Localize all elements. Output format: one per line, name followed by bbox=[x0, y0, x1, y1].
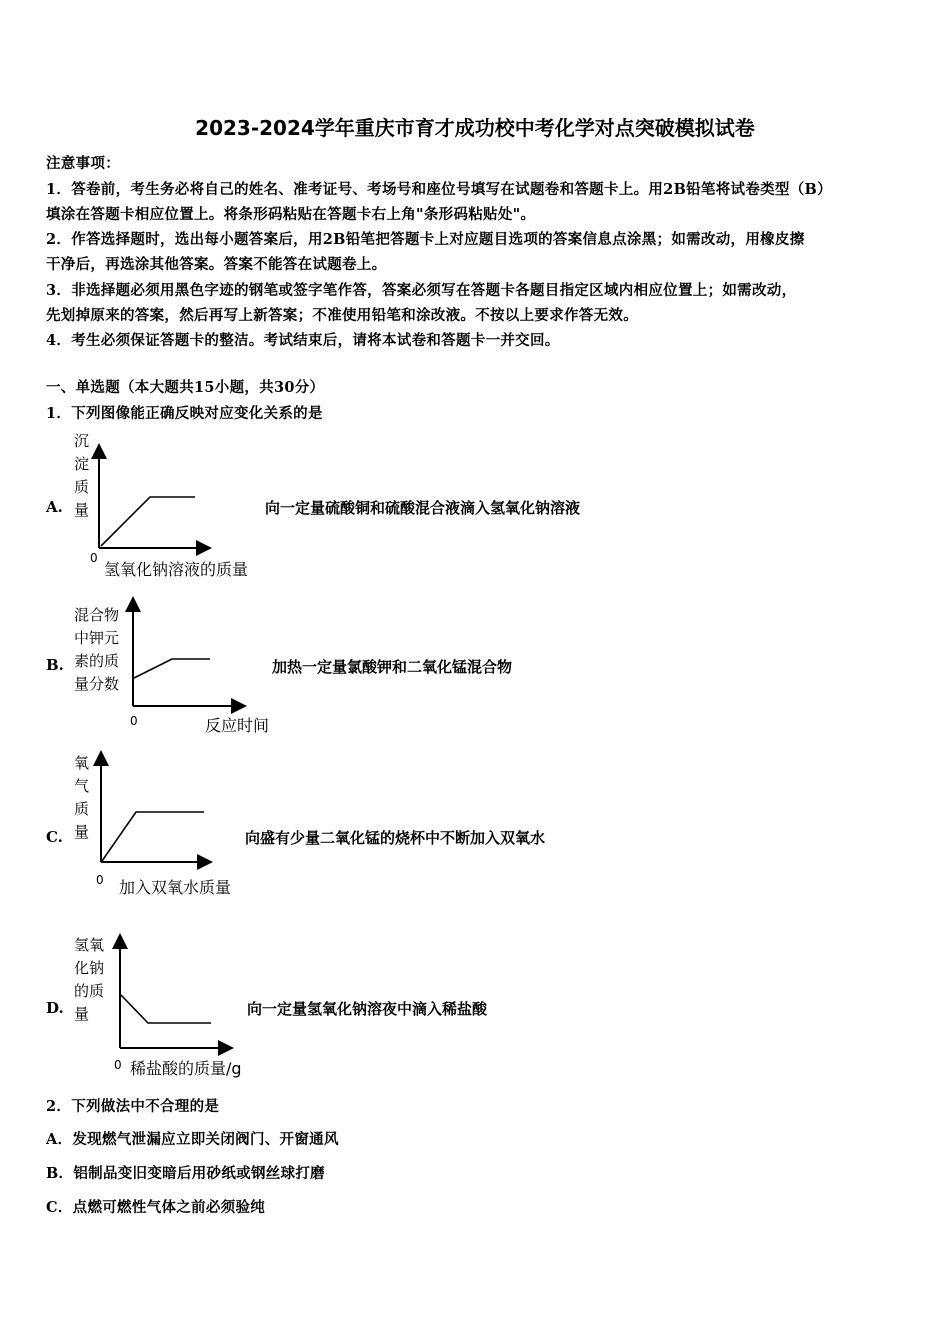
notice-line: 干净后，再选涂其他答案。答案不能答在试题卷上。 bbox=[46, 256, 387, 273]
question-2-option: C．点燃可燃性气体之前必须验纯 bbox=[46, 1199, 266, 1216]
graph-a-xlabel: 氢氧化钠溶液的质量 bbox=[104, 560, 249, 579]
option-b-letter: B. bbox=[46, 656, 64, 674]
graph-b-curve bbox=[134, 659, 210, 678]
graph-d-curve bbox=[121, 995, 211, 1023]
notice-line: 填涂在答题卡相应位置上。将条形码粘贴在答题卡右上角"条形码粘贴处"。 bbox=[46, 206, 536, 223]
graph-b bbox=[133, 598, 245, 706]
graph-c-origin: 0 bbox=[96, 873, 104, 887]
notice-line: 先划掉原来的答案，然后再写上新答案；不准使用铅笔和涂改液。不按以上要求作答无效。 bbox=[46, 307, 638, 324]
graph-a-origin: 0 bbox=[90, 551, 98, 565]
question-1-stem: 1．下列图像能正确反映对应变化关系的是 bbox=[46, 405, 323, 422]
graph-c-ylabel: 氧气质量 bbox=[74, 754, 90, 841]
graph-b-origin: 0 bbox=[130, 714, 138, 728]
option-d-description: 向一定量氢氧化钠溶夜中滴入稀盐酸 bbox=[247, 1000, 488, 1018]
graph-a-curve bbox=[101, 497, 195, 546]
section-heading: 一、单选题（本大题共15小题，共30分） bbox=[46, 379, 325, 396]
option-b-description: 加热一定量氯酸钾和二氧化锰混合物 bbox=[272, 658, 513, 676]
notice-line: 1．答卷前，考生务必将自己的姓名、准考证号、考场号和座位号填写在试题卷和答题卡上。用2B铅笔将试卷类型（B） bbox=[46, 181, 832, 198]
graph-a-ylabel: 沉淀质量 bbox=[74, 432, 90, 519]
notice-heading: 注意事项： bbox=[46, 155, 120, 172]
graph-c-curve bbox=[102, 812, 204, 861]
option-d-letter: D. bbox=[46, 999, 64, 1017]
question-2-stem: 2．下列做法中不合理的是 bbox=[46, 1098, 220, 1115]
notice-line: 3．非选择题必须用黑色字迹的钢笔或签字笔作答，答案必须写在答题卡各题目指定区域内相应位置上；如需改动， bbox=[46, 282, 797, 299]
graph-d bbox=[120, 935, 232, 1048]
option-a-letter: A. bbox=[46, 498, 63, 516]
option-a-description: 向一定量硫酸铜和硫酸混合液滴入氢氧化钠溶液 bbox=[265, 499, 581, 517]
graph-b-ylabel: 混合物中钾元素的质量分数 bbox=[74, 606, 120, 693]
question-2-option: B．铝制品变旧变暗后用砂纸或钢丝球打磨 bbox=[46, 1165, 325, 1182]
graph-d-xlabel: 稀盐酸的质量/g bbox=[130, 1059, 242, 1078]
graph-b-xlabel: 反应时间 bbox=[205, 716, 270, 735]
graph-c-xlabel: 加入双氧水质量 bbox=[119, 878, 232, 897]
option-c-letter: C. bbox=[46, 828, 63, 846]
page-title: 2023-2024学年重庆市育才成功校中考化学对点突破模拟试卷 bbox=[195, 116, 755, 140]
graph-d-ylabel: 氢氧化钠的质量 bbox=[74, 936, 105, 1023]
notice-line: 2．作答选择题时，选出每小题答案后，用2B铅笔把答题卡上对应题目选项的答案信息点涂黑；如需改动，用橡皮擦 bbox=[46, 231, 805, 248]
option-c-description: 向盛有少量二氧化锰的烧杯中不断加入双氧水 bbox=[245, 829, 546, 847]
graph-a bbox=[99, 445, 210, 548]
graph-c bbox=[101, 752, 211, 862]
notice-line: 4．考生必须保证答题卡的整洁。考试结束后，请将本试卷和答题卡一并交回。 bbox=[46, 332, 560, 349]
graph-d-origin: 0 bbox=[114, 1058, 122, 1072]
question-2-option: A．发现燃气泄漏应立即关闭阀门、开窗通风 bbox=[46, 1131, 339, 1148]
